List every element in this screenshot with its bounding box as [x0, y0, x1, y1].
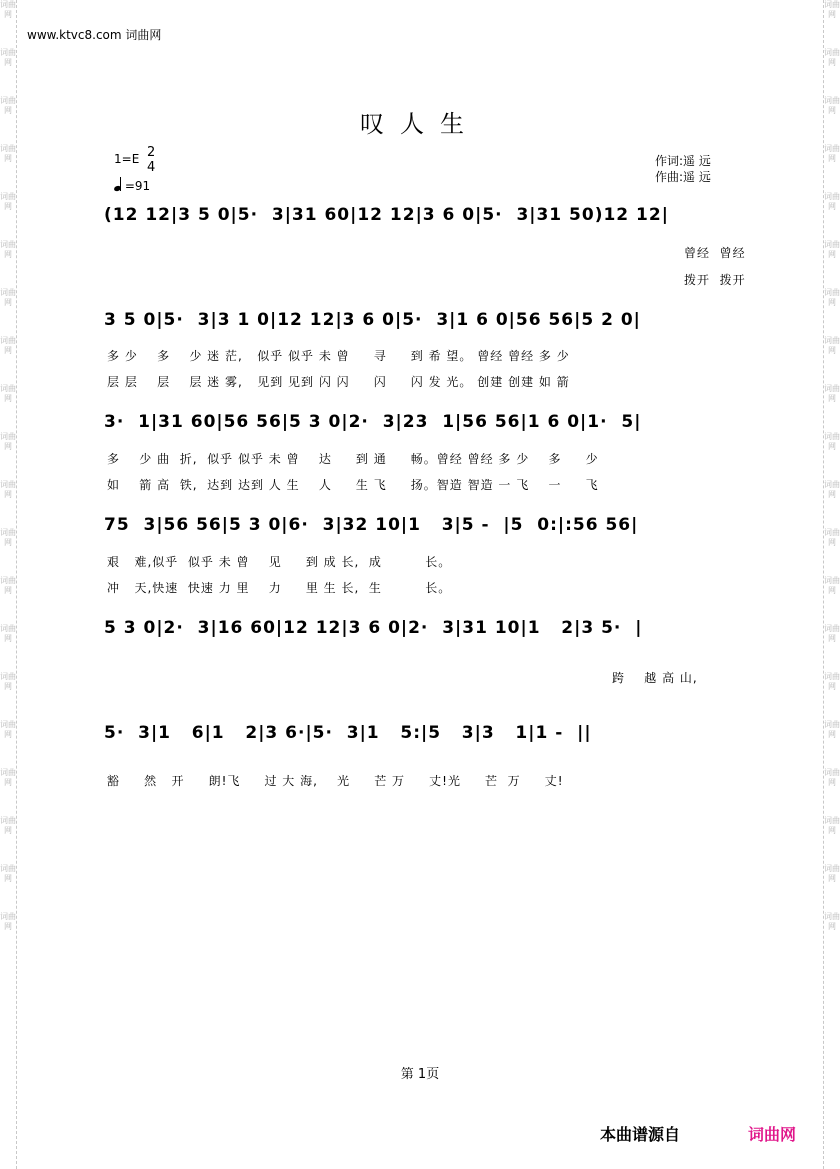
watermark-text: 词曲网: [0, 384, 16, 403]
right-watermark-strip: [823, 0, 840, 1169]
watermark-text: 词曲网: [0, 576, 16, 595]
jianpu-notes: 5 3 0|2· 3|16 60|12 12|3 6 0|2· 3|31 10|1 2|3 5· |: [104, 618, 643, 638]
watermark-text: 词曲网: [0, 144, 16, 163]
lyric-verse-2: 冲 天,快速 快速 力 里 力 里 生 长, 生 长。: [107, 581, 452, 595]
watermark-text: 词曲网: [824, 96, 840, 115]
music-line: [100, 721, 760, 751]
music-line: [100, 308, 760, 338]
lyric-verse-1: 跨 越 高 山,: [612, 671, 698, 685]
watermark-text: 词曲网: [824, 192, 840, 211]
watermark-text: 词曲网: [824, 864, 840, 883]
time-signature-top: 2: [147, 145, 156, 160]
time-signature-bottom: 4: [147, 160, 156, 175]
site-logo[interactable]: 词曲网: [748, 1125, 797, 1144]
watermark-text: 词曲网: [0, 816, 16, 835]
lyric-verse-1: 曾经 曾经: [684, 246, 746, 260]
watermark-text: 词曲网: [824, 672, 840, 691]
watermark-text: 词曲网: [824, 768, 840, 787]
music-line: [100, 616, 760, 646]
watermark-text: 词曲网: [824, 624, 840, 643]
credits: [655, 153, 711, 185]
watermark-text: 词曲网: [0, 192, 16, 211]
lyric-verse-1: 艰 难,似乎 似乎 未 曾 见 到 成 长, 成 长。: [107, 555, 452, 569]
watermark-text: 词曲网: [824, 576, 840, 595]
jianpu-notes: 3 5 0|5· 3|3 1 0|12 12|3 6 0|5· 3|1 6 0|56 56|5 2 0|: [104, 310, 641, 330]
watermark-text: 词曲网: [0, 720, 16, 739]
key-signature: 1=E: [114, 152, 140, 166]
lyricist-credit: 作词:遥 远: [655, 154, 711, 168]
site-url: www.ktvc8.com 词曲网: [27, 28, 162, 42]
lyric-verse-2: 如 箭 高 铁, 达到 达到 人 生 人 生 飞 扬。智造 智造 一 飞 一 飞: [107, 478, 599, 492]
watermark-text: 词曲网: [0, 0, 16, 19]
watermark-text: 词曲网: [0, 672, 16, 691]
lyric-verse-1: 豁 然 开 朗!飞 过 大 海, 光 芒 万 丈!光 芒 万 丈!: [107, 774, 564, 788]
watermark-text: 词曲网: [824, 816, 840, 835]
watermark-text: 词曲网: [824, 144, 840, 163]
lyric-verse-2: 拨开 拨开: [684, 273, 746, 287]
watermark-text: 词曲网: [824, 528, 840, 547]
watermark-text: 词曲网: [824, 288, 840, 307]
song-title: 叹人生: [360, 110, 480, 138]
watermark-text: 词曲网: [824, 912, 840, 931]
watermark-text: 词曲网: [0, 96, 16, 115]
watermark-text: 词曲网: [0, 336, 16, 355]
watermark-text: 词曲网: [0, 240, 16, 259]
tempo-value: =91: [124, 179, 151, 193]
jianpu-notes: 5· 3|1 6|1 2|3 6·|5· 3|1 5:|5 3|3 1|1 - ||: [104, 723, 592, 743]
music-line: [100, 410, 760, 440]
watermark-text: 词曲网: [824, 480, 840, 499]
watermark-text: 词曲网: [824, 48, 840, 67]
music-line: [100, 203, 760, 233]
watermark-text: 词曲网: [824, 240, 840, 259]
left-watermark-strip: [0, 0, 17, 1169]
watermark-text: 词曲网: [0, 864, 16, 883]
watermark-text: 词曲网: [0, 912, 16, 931]
watermark-text: 词曲网: [0, 624, 16, 643]
music-line: [100, 513, 760, 543]
jianpu-notes: 75 3|56 56|5 3 0|6· 3|32 10|1 3|5 - |5 0:|:56 56|: [104, 515, 639, 535]
time-signature: [147, 145, 155, 175]
lyric-verse-1: 多 少 多 少 迷 茫, 似乎 似乎 未 曾 寻 到 希 望。 曾经 曾经 多 少: [107, 349, 570, 363]
source-label: 本曲谱源自: [600, 1125, 681, 1144]
watermark-text: 词曲网: [824, 384, 840, 403]
watermark-text: 词曲网: [0, 48, 16, 67]
jianpu-notes: 3· 1|31 60|56 56|5 3 0|2· 3|23 1|56 56|1 6 0|1· 5|: [104, 412, 642, 432]
lyric-verse-2: 层 层 层 层 迷 雾, 见到 见到 闪 闪 闪 闪 发 光。 创建 创建 如 箭: [107, 375, 570, 389]
watermark-text: 词曲网: [0, 768, 16, 787]
watermark-text: 词曲网: [824, 336, 840, 355]
lyric-verse-1: 多 少 曲 折, 似乎 似乎 未 曾 达 到 通 畅。曾经 曾经 多 少 多 少: [107, 452, 599, 466]
watermark-text: 词曲网: [0, 432, 16, 451]
watermark-text: 词曲网: [824, 432, 840, 451]
tempo-marking: [114, 177, 150, 193]
quarter-note-icon: [113, 185, 121, 192]
composer-credit: 作曲:遥 远: [655, 170, 711, 184]
watermark-text: 词曲网: [824, 0, 840, 19]
jianpu-notes: (12 12|3 5 0|5· 3|31 60|12 12|3 6 0|5· 3|31 50)12 12|: [104, 205, 669, 225]
watermark-text: 词曲网: [0, 288, 16, 307]
page-number: 第 1页: [400, 1067, 440, 1082]
watermark-text: 词曲网: [0, 528, 16, 547]
watermark-text: 词曲网: [0, 480, 16, 499]
watermark-text: 词曲网: [824, 720, 840, 739]
